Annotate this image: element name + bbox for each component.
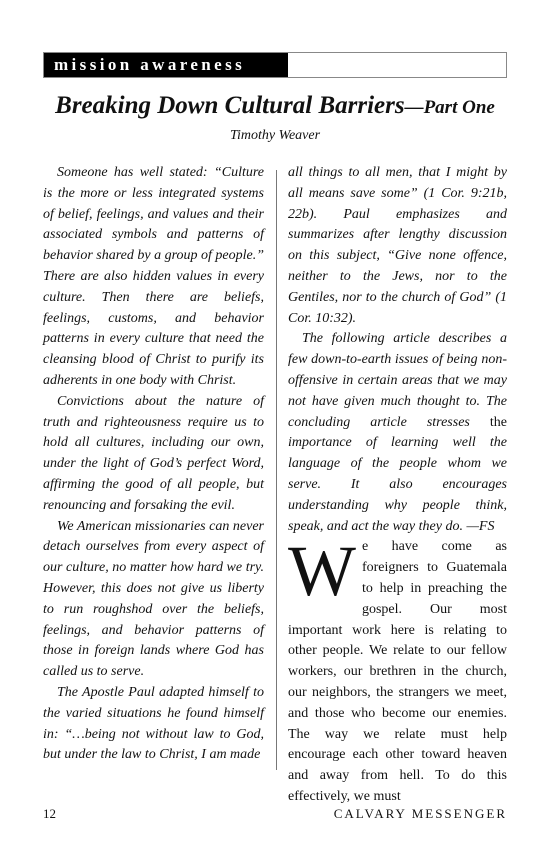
intro-paragraph-3: We American missionaries can never detach ourselves from every aspect of our culture, no matter how hard we try. However, this does not give us liberty to run roughshod over the beliefs, feelings, and behavior patterns of those in foreign lands where God has called us to serve.: [43, 518, 264, 680]
title-main: Breaking Down Cultural Barriers: [55, 92, 405, 119]
editor-note-text: The following article describes a few down-to-earth issues of being non-offensive in certain areas that we may not have given much thought to. The concluding article stresses: [288, 331, 507, 430]
intro-paragraph-2: Convictions about the nature of truth and righteousness require us to hold all cultures, including our own, under the light of God’s perfect Word, affirming the good of all people, but renouncing and forsaking the evil.: [43, 393, 264, 513]
page-number: 12: [43, 806, 56, 821]
editor-note-paragraph: [288, 329, 507, 537]
column-divider: [276, 170, 277, 770]
magazine-name: CALVARY MESSENGER: [333, 806, 507, 821]
drop-cap: W: [288, 531, 356, 612]
right-column: [288, 163, 507, 808]
editor-note-roman: the: [469, 414, 507, 430]
editor-note-text-2: importance of learning well the language of the people whom we serve. It also encourages understanding why people think, speak, and act the way they do. —FS: [288, 435, 507, 534]
body-paragraph-1: [288, 531, 507, 807]
section-label: mission awareness: [44, 53, 288, 77]
title-part: —Part One: [404, 97, 495, 118]
intro-paragraph-4: The Apostle Paul adapted himself to the varied situations he found himself in: “…being not without law to God, but under the law to Christ, I am made: [43, 684, 264, 763]
left-column: [43, 163, 264, 766]
intro-paragraph-1: Someone has well stated: “Culture is the more or less integrated systems of belief, feelings, and values and their associated symbols and patterns of behavior shared by a group of people.” There are also hidden values in every culture. Then there are beliefs, feelings, customs, and behavior patterns in every culture that need the cleansing blood of Christ to purify its adherents in one body with Christ.: [43, 165, 264, 388]
intro-continuation: all things to all men, that I might by all means save some” (1 Cor. 9:21b, 22b). Paul emphasizes and summarizes after lengthy discussion on this subject, “Give none offence, neither to the Jews, nor to the Gentiles, nor to the church of God” (1 Cor. 10:32).: [288, 165, 507, 326]
author-byline: Timothy Weaver: [229, 128, 321, 143]
body-text: e have come as foreigners to Guatemala to help in preaching the gospel. Our most important work here is relating to other people. We relate to our fellow workers, our brethren in the church, our neighbors, the strangers we meet, and those who become our enemies. The way we relate must help encourage each other toward heaven and away from hell. To do this effectively, we must: [288, 539, 507, 804]
section-header-bar: [43, 52, 507, 78]
article-title: [0, 92, 550, 120]
